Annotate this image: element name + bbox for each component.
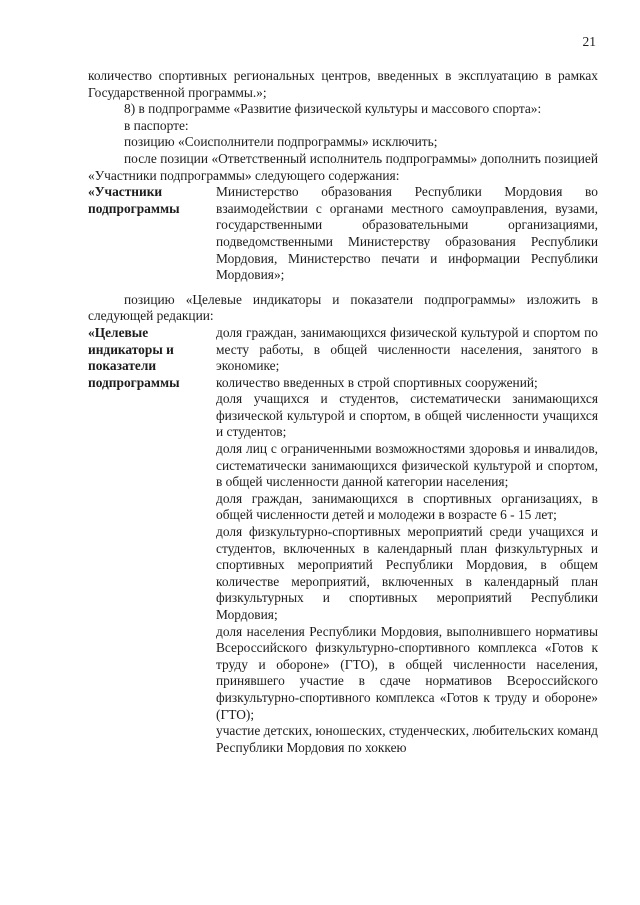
indicator-item: количество введенных в строй спортивных сооружений; [216,374,538,390]
indicator-item: доля граждан, занимающихся в спортивных организациях, в общей численности детей и молодежи в возрасте 6 - 15 лет; [216,490,598,523]
participants-row [88,184,598,284]
spacer [88,284,598,292]
indicator-item: доля учащихся и студентов, систематически занимающихся физической культурой и спортом, в общей численности учащихся и студентов; [216,391,598,440]
indicator-item: доля физкультурно-спортивных мероприятий среди учащихся и студентов, включенных в календарный план физкультурных и спортивных мероприятий Республики Мордовия, в общем количестве мероприятий, включенных в календарный план физкультурных и спортивных мероприятий Республики Мордовия; [216,524,598,622]
indicator-item: доля граждан, занимающихся физической культурой и спортом по месту работы, в общей численности населения, занятого в экономике; [216,324,598,374]
indicator-item: доля лиц с ограниченными возможностями здоровья и инвалидов, систематически занимающихся физической культурой и спортом, в общей численности данной категории населения; [216,441,598,490]
page-number: 21 [582,34,596,49]
document-body [88,68,598,756]
indicator-item: доля населения Республики Мордовия, выполнившего нормативы Всероссийского физкультурно-спортивного комплекса «Готов к труду и обороне» (ГТО), в общей численности населения, принявшего участие в сдаче нормативов Всероссийского физкультурно-спортивного комплекса «Готов к труду и обороне» (ГТО); [216,623,598,722]
participants-label: «Участники подпрограммы [88,184,180,216]
participants-text: Министерство образования Республики Мордовия во взаимодействии с органами местного самоуправления, вузами, государственными образовательными организациями, подведомственными Министерству образования Республики Мордовия, Министерство печати и информации Республики Мордовия»; [216,184,598,283]
paragraph-regional-centers: количество спортивных региональных центров, введенных в эксплуатацию в рамках Государственной программы.»; [88,68,598,100]
paragraph-subprogram-heading: 8) в подпрограмме «Развитие физической культуры и массового спорта»: [124,101,542,117]
indicators-label: «Целевые индикаторы и показатели подпрограммы [88,324,180,390]
indicators-row [88,325,598,756]
paragraph-indicators-intro: позицию «Целевые индикаторы и показатели подпрограммы» изложить в следующей редакции: [88,291,598,324]
indicators-list [216,325,598,756]
paragraph-add-participants: после позиции «Ответственный исполнитель подпрограммы» дополнить позицией «Участники подпрограммы» следующего содержания: [88,150,598,183]
paragraph-in-passport: в паспорте: [124,117,189,133]
paragraph-exclude-coexecutors: позицию «Соисполнители подпрограммы» исключить; [124,134,438,150]
indicator-item: участие детских, юношеских, студенческих, любительских команд Республики Мордовия по хоккею [216,723,598,755]
